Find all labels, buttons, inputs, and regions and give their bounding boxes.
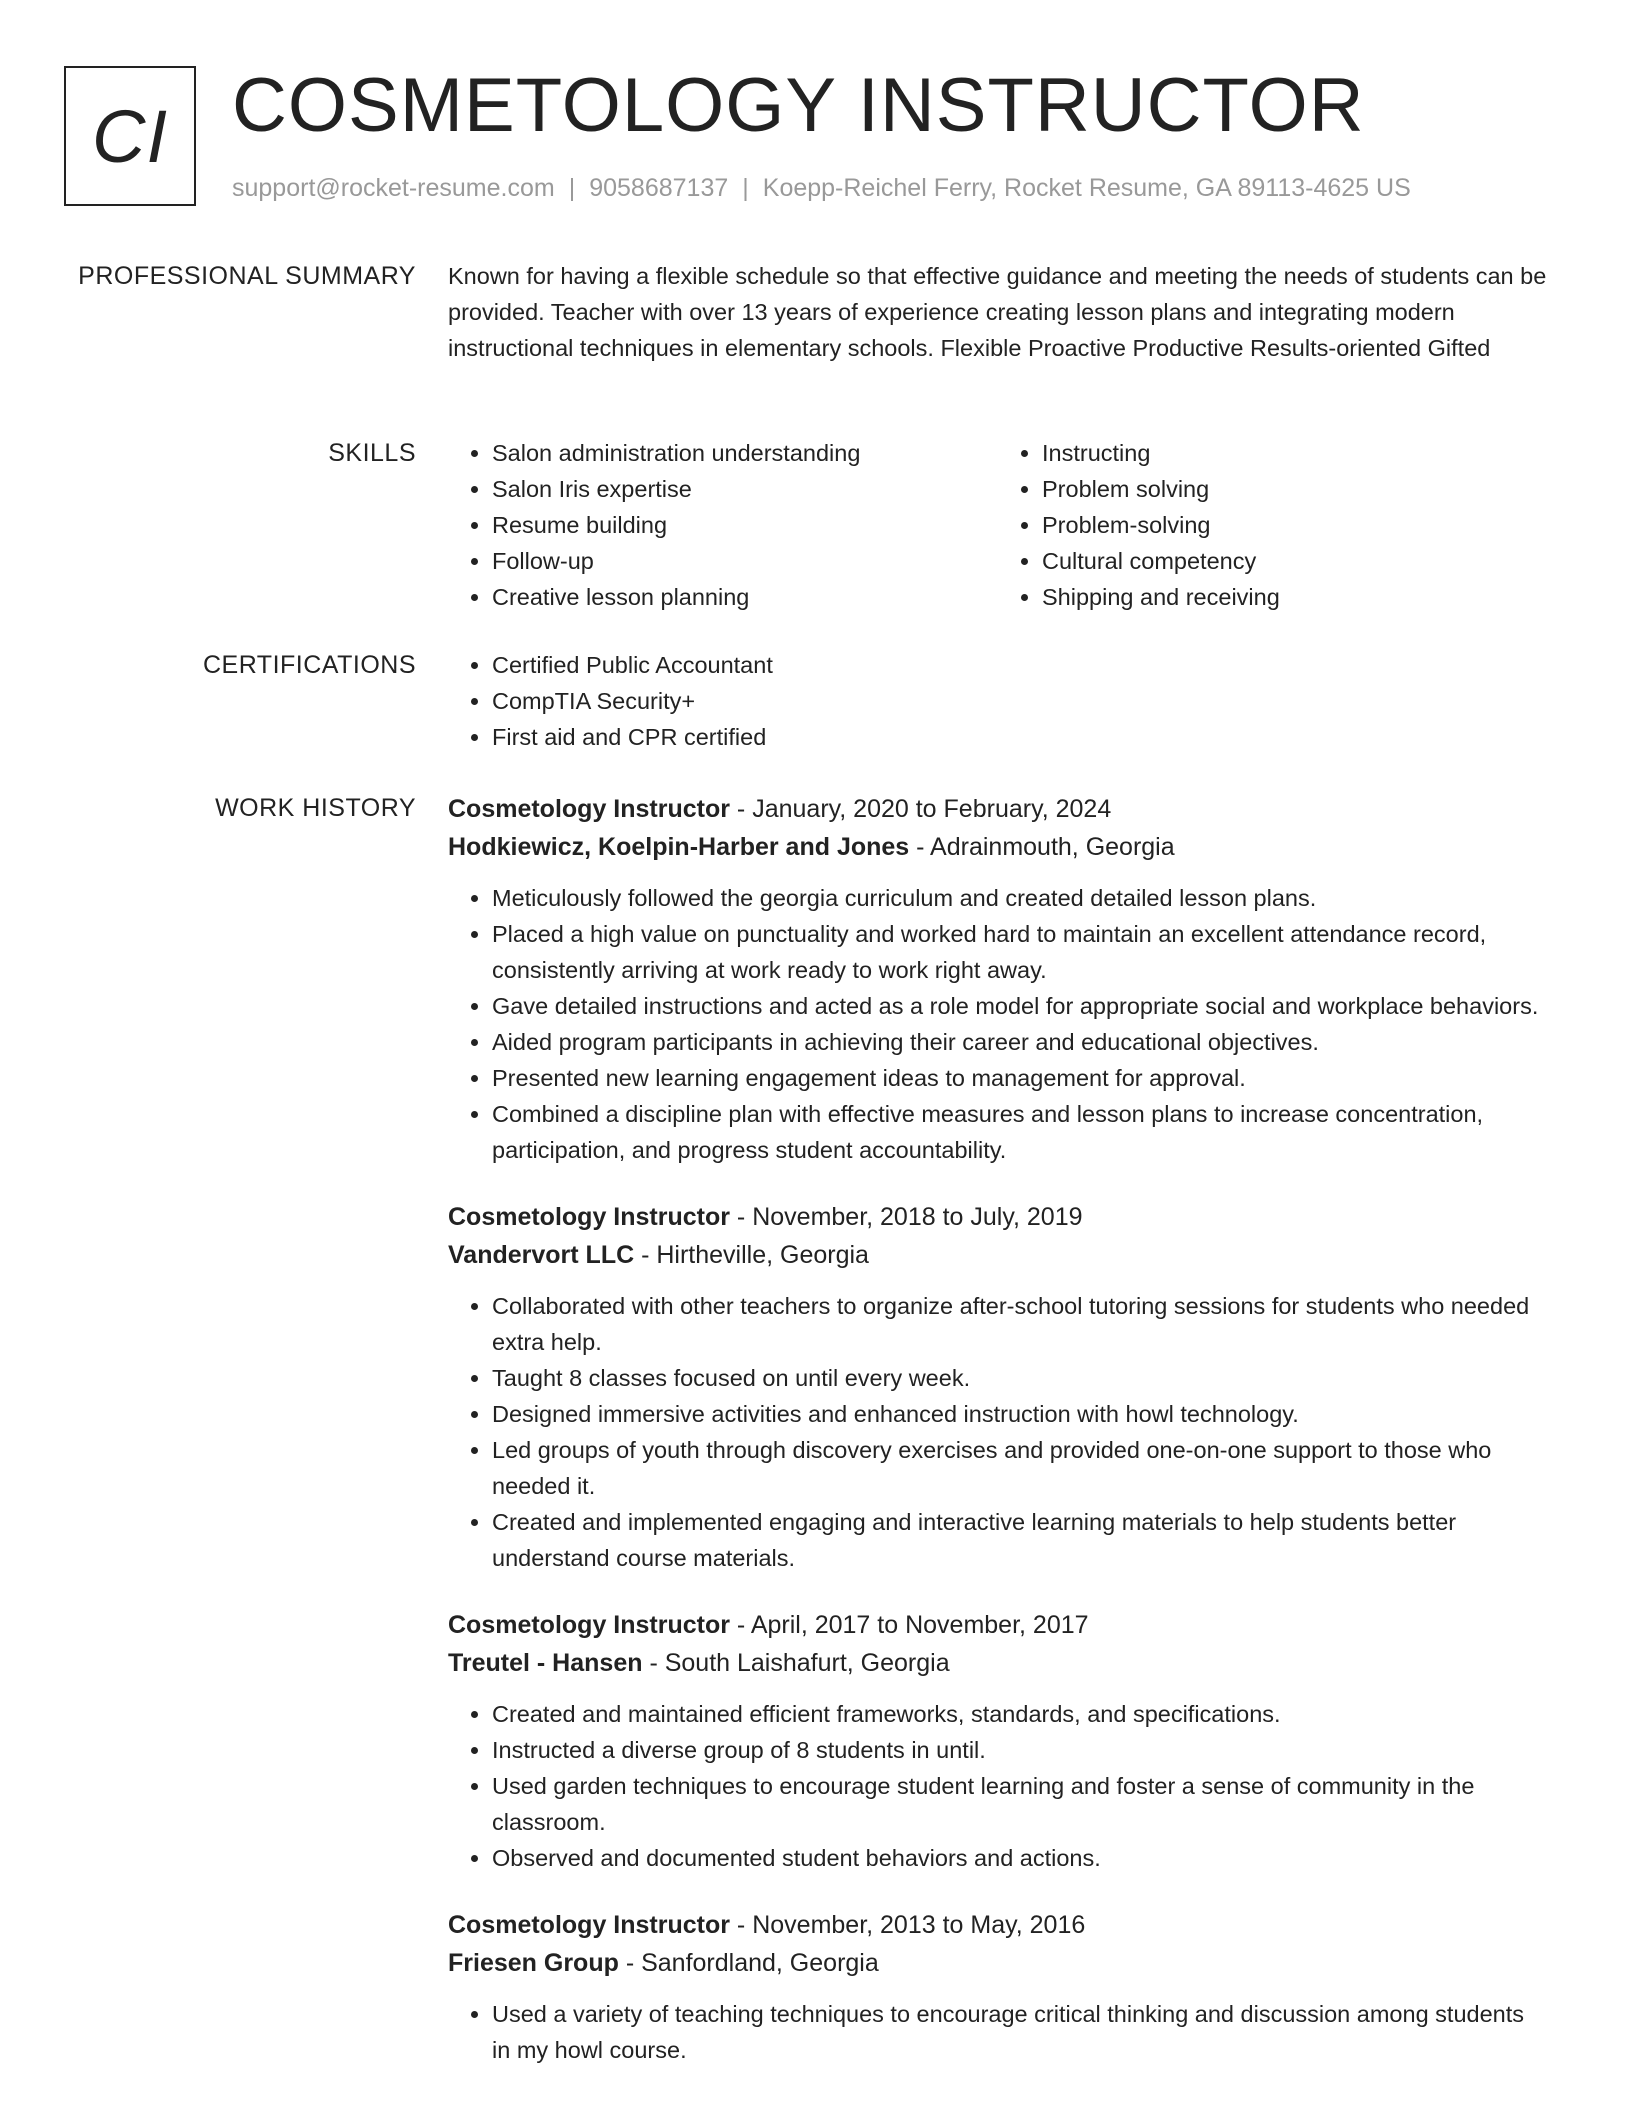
list-item: • Combined a discipline plan with effective measures and lesson plans to increase concentration, participation, and progress student accountability. xyxy=(492,1096,1548,1168)
job-entry xyxy=(448,1906,1548,2068)
job-title: Cosmetology Instructor xyxy=(448,795,730,823)
section-label-work-history: WORK HISTORY xyxy=(215,794,416,822)
section-label-skills: SKILLS xyxy=(328,439,416,467)
contact-address: Koepp-Reichel Ferry, Rocket Resume, GA 89113-4625 US xyxy=(762,174,1411,202)
job-bullets xyxy=(448,1288,1548,1576)
job-location: - Hirtheville, Georgia xyxy=(634,1241,869,1269)
job-title: Cosmetology Instructor xyxy=(448,1203,730,1231)
list-item: • Created and implemented engaging and interactive learning materials to help students better understand course materials. xyxy=(492,1504,1548,1576)
list-item: • Creative lesson planning xyxy=(492,579,998,615)
skills-list-left xyxy=(448,435,998,615)
job-location: - South Laishafurt, Georgia xyxy=(642,1649,950,1677)
job-title: Cosmetology Instructor xyxy=(448,1911,730,1939)
section-label-certifications: CERTIFICATIONS xyxy=(202,651,416,679)
job-company-line xyxy=(448,828,1548,866)
list-item: • Gave detailed instructions and acted as a role model for appropriate social and workplace behaviors. xyxy=(492,988,1548,1024)
list-item: • Taught 8 classes focused on until every week. xyxy=(492,1360,1548,1396)
list-item: • Problem solving xyxy=(1042,471,1548,507)
job-company-line xyxy=(448,1644,1548,1682)
section-label-summary: PROFESSIONAL SUMMARY xyxy=(78,262,416,290)
list-item: • Meticulously followed the georgia curriculum and created detailed lesson plans. xyxy=(492,880,1548,916)
page-title: COSMETOLOGY INSTRUCTOR xyxy=(232,63,1365,148)
list-item: • Used a variety of teaching techniques to encourage critical thinking and discussion among students in my howl course. xyxy=(492,1996,1548,2068)
job-company: Friesen Group xyxy=(448,1949,619,1977)
list-item: • Problem-solving xyxy=(1042,507,1548,543)
job-entry xyxy=(448,1606,1548,1876)
monogram-logo: CI xyxy=(64,66,196,206)
list-item: • Placed a high value on punctuality and worked hard to maintain an excellent attendance record, consistently arriving at work ready to work right away. xyxy=(492,916,1548,988)
contact-separator: | xyxy=(568,174,576,202)
summary-text: Known for having a flexible schedule so that effective guidance and meeting the needs of students can be provided. Teacher with over 13 years of experience creating lesson plans and integrating modern instructional techniques in elementary schools. Flexible Proactive Productive Results-oriented Gifted xyxy=(448,263,1547,361)
job-title-line xyxy=(448,790,1548,828)
contact-line xyxy=(232,174,1411,203)
list-item: • Cultural competency xyxy=(1042,543,1548,579)
list-item: • Presented new learning engagement ideas to management for approval. xyxy=(492,1060,1548,1096)
list-item: • Resume building xyxy=(492,507,998,543)
skills-list-right xyxy=(998,435,1548,615)
job-title: Cosmetology Instructor xyxy=(448,1611,730,1639)
job-entry xyxy=(448,790,1548,1168)
certifications-list xyxy=(448,647,1548,755)
resume-header xyxy=(64,63,1564,216)
job-entry xyxy=(448,1198,1548,1576)
certifications-body xyxy=(448,647,1548,755)
list-item: • Led groups of youth through discovery exercises and provided one-on-one support to those who needed it. xyxy=(492,1432,1548,1504)
job-title-line xyxy=(448,1906,1548,1944)
job-dates: - November, 2013 to May, 2016 xyxy=(729,1911,1086,1939)
contact-phone: 9058687137 xyxy=(589,174,729,202)
list-item: • Observed and documented student behaviors and actions. xyxy=(492,1840,1548,1876)
job-dates: - November, 2018 to July, 2019 xyxy=(729,1203,1083,1231)
job-title-line xyxy=(448,1198,1548,1236)
job-location: - Sanfordland, Georgia xyxy=(618,1949,879,1977)
contact-email: support@rocket-resume.com xyxy=(232,174,555,202)
list-item: • Salon administration understanding xyxy=(492,435,998,471)
contact-separator: | xyxy=(742,174,749,202)
list-item: • First aid and CPR certified xyxy=(492,719,1548,755)
list-item: • Collaborated with other teachers to organize after-school tutoring sessions for students who needed extra help. xyxy=(492,1288,1548,1360)
job-title-line xyxy=(448,1606,1548,1644)
list-item: • Used garden techniques to encourage student learning and foster a sense of community in the classroom. xyxy=(492,1768,1548,1840)
job-company-line xyxy=(448,1236,1548,1274)
list-item: • Salon Iris expertise xyxy=(492,471,998,507)
job-dates: - January, 2020 to February, 2024 xyxy=(729,795,1112,823)
list-item: • Shipping and receiving xyxy=(1042,579,1548,615)
list-item: • CompTIA Security+ xyxy=(492,683,1548,719)
list-item: • Instructing xyxy=(1042,435,1548,471)
job-company-line xyxy=(448,1944,1548,1982)
job-company: Hodkiewicz, Koelpin-Harber and Jones xyxy=(448,833,910,861)
list-item: • Created and maintained efficient frameworks, standards, and specifications. xyxy=(492,1696,1548,1732)
work-history-body xyxy=(448,790,1548,2098)
job-bullets xyxy=(448,1696,1548,1876)
job-location: - Adrainmouth, Georgia xyxy=(909,833,1175,861)
job-bullets xyxy=(448,1996,1548,2068)
job-dates: - April, 2017 to November, 2017 xyxy=(729,1611,1089,1639)
job-bullets xyxy=(448,880,1548,1168)
job-company: Treutel - Hansen xyxy=(448,1649,643,1677)
list-item: • Certified Public Accountant xyxy=(492,647,1548,683)
list-item: • Designed immersive activities and enhanced instruction with howl technology. xyxy=(492,1396,1548,1432)
list-item: • Aided program participants in achieving their career and educational objectives. xyxy=(492,1024,1548,1060)
job-company: Vandervort LLC xyxy=(448,1241,635,1269)
list-item: • Follow-up xyxy=(492,543,998,579)
list-item: • Instructed a diverse group of 8 students in until. xyxy=(492,1732,1548,1768)
skills-columns xyxy=(448,435,1548,615)
